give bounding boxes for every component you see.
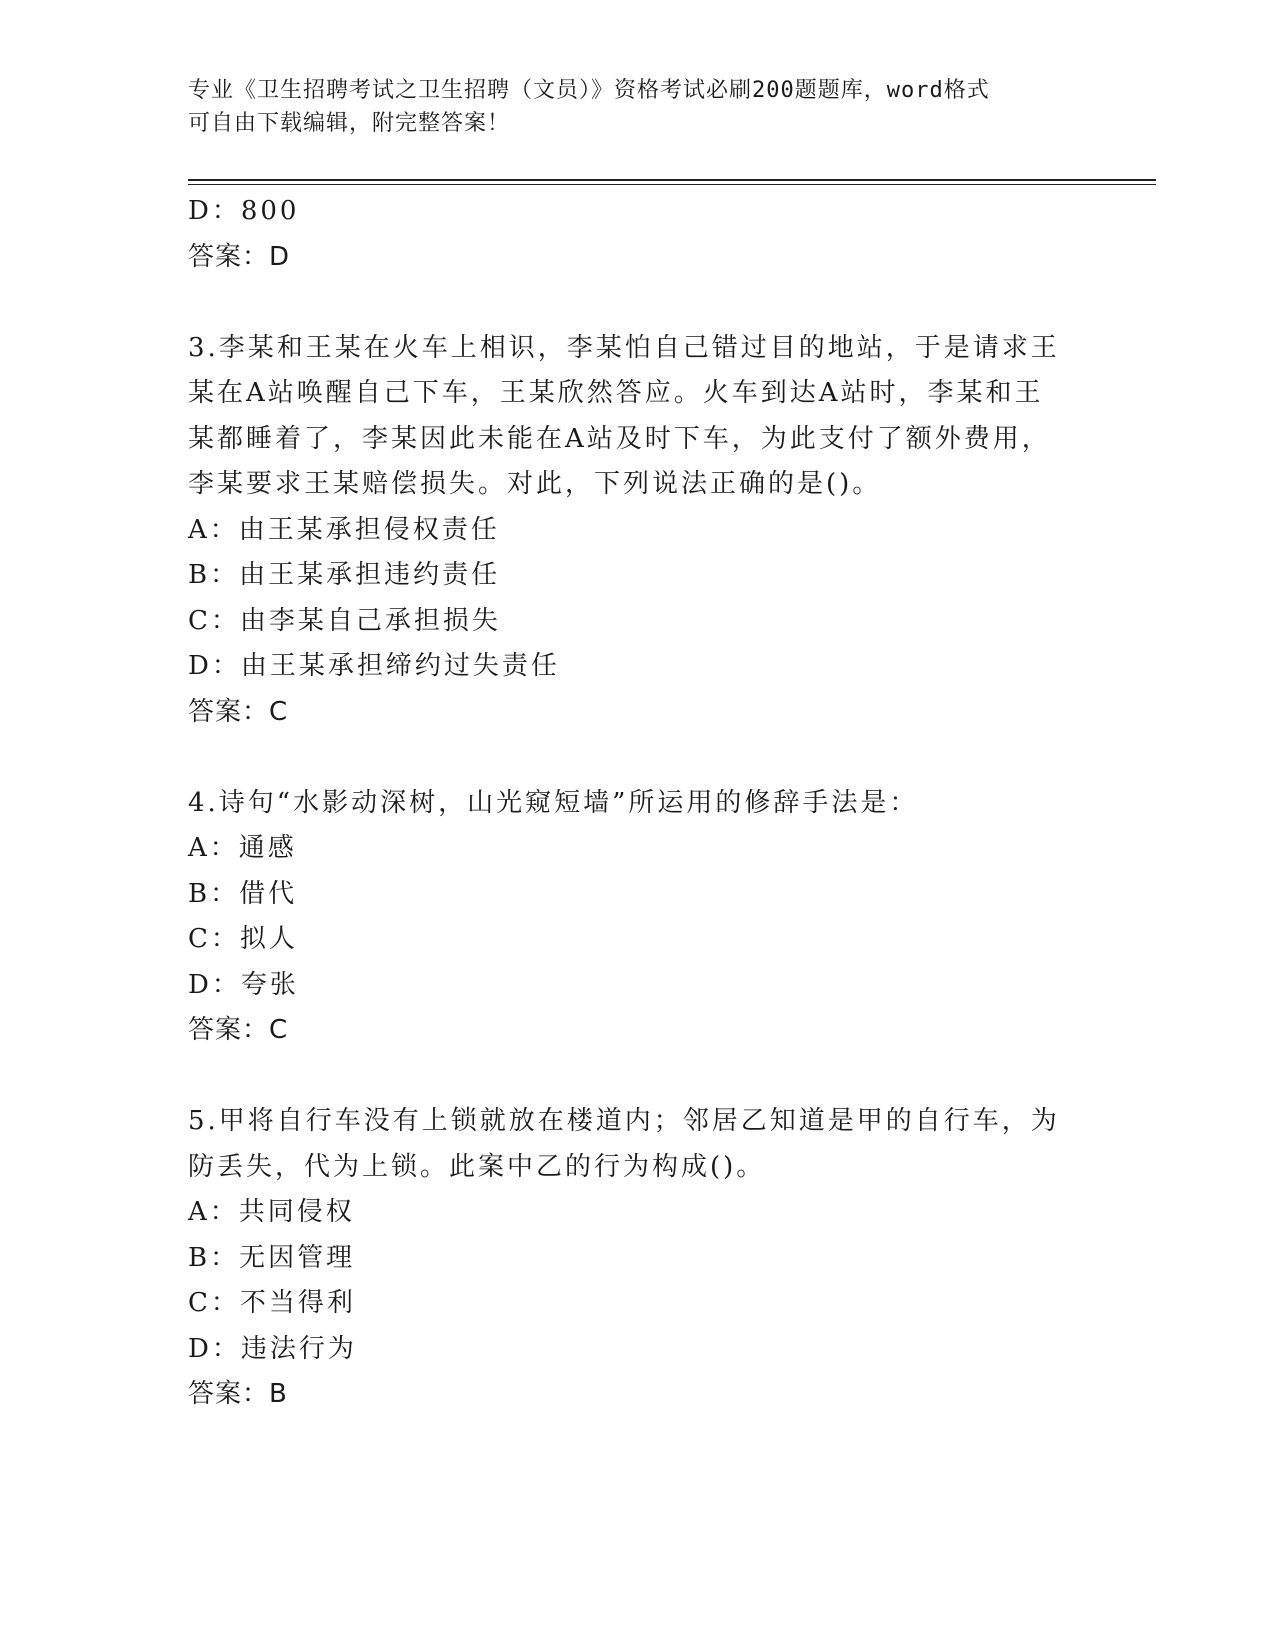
option-a: A：由王某承担侵权责任	[188, 514, 500, 545]
question-stem-line: 5.甲将自行车没有上锁就放在楼道内；邻居乙知道是甲的自行车，为	[188, 1106, 1060, 1136]
answer-label: 答案：B	[188, 1379, 288, 1409]
question-stem-line: 防丢失，代为上锁。此案中乙的行为构成()。	[188, 1151, 766, 1182]
document-header	[188, 74, 1068, 140]
question-2-tail	[188, 189, 1088, 280]
question-stem-line: 某在A站唤醒自己下车，王某欣然答应。火车到达A站时，李某和王	[188, 378, 1044, 408]
option-b: B：无因管理	[188, 1242, 356, 1273]
option-c: C：拟人	[188, 924, 298, 954]
answer-label: 答案：C	[188, 1015, 289, 1045]
question-stem-line: 3.李某和王某在火车上相识，李某怕自己错过目的地站，于是请求王	[188, 332, 1060, 363]
header-divider-thick	[188, 179, 1156, 181]
option-c: C：由李某自己承担损失	[188, 605, 501, 636]
option-d: D：夸张	[188, 969, 299, 1000]
option-d: D：800	[188, 196, 300, 226]
option-b: B：由王某承担违约责任	[188, 560, 501, 590]
spacer	[188, 1054, 1088, 1100]
header-line-2: 可自由下载编辑，附完整答案！	[188, 111, 511, 136]
question-3	[188, 326, 1088, 736]
option-a: A：通感	[188, 833, 297, 863]
option-d: D：违法行为	[188, 1333, 357, 1364]
question-list	[188, 189, 1088, 1418]
option-a: A：共同侵权	[188, 1197, 355, 1227]
option-b: B：借代	[188, 878, 298, 909]
question-stem-line: 某都睡着了，李某因此未能在A站及时下车，为此支付了额外费用，	[188, 423, 1051, 454]
question-5	[188, 1099, 1088, 1418]
question-4	[188, 781, 1088, 1054]
question-stem-line: 李某要求王某赔偿损失。对此，下列说法正确的是()。	[188, 469, 882, 499]
spacer	[188, 280, 1088, 326]
option-d: D：由王某承担缔约过失责任	[188, 651, 560, 681]
spacer	[188, 735, 1088, 781]
answer-label: 答案：D	[188, 241, 291, 272]
option-c: C：不当得利	[188, 1288, 356, 1318]
answer-label: 答案：C	[188, 696, 289, 727]
header-line-1: 专业《卫生招聘考试之卫生招聘（文员）》资格考试必刷200题题库，word格式	[188, 78, 990, 103]
header-divider-thin	[188, 184, 1156, 185]
question-stem-line: 4.诗句“水影动深树，山光窥短墙”所运用的修辞手法是：	[188, 787, 919, 818]
